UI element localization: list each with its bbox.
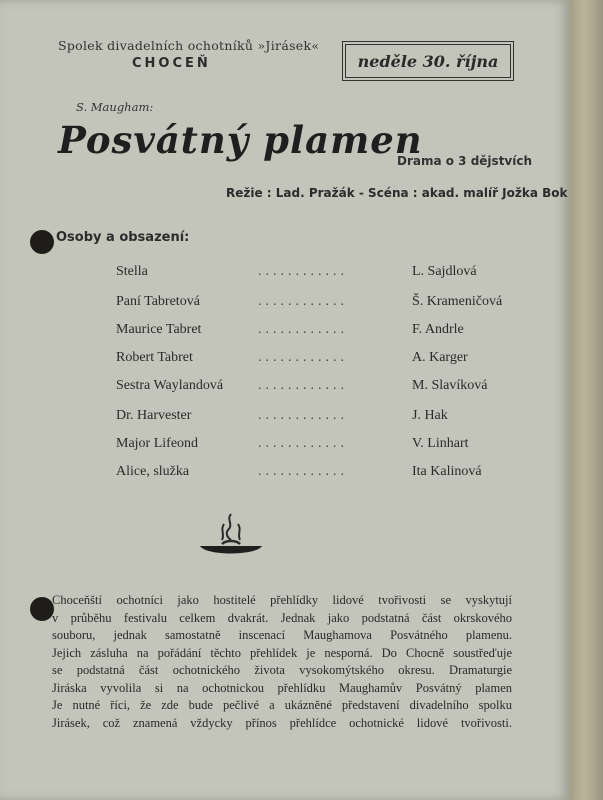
cast-role: Stella: [116, 264, 148, 279]
cast-actor: F. Andrle: [412, 322, 464, 337]
description-paragraph: [52, 592, 512, 732]
leader-dots: ............: [258, 264, 348, 279]
paragraph-line: Jirásek, což znamená vždycky přínos přehlídce ochotnické lidové tvořivosti.: [52, 715, 512, 730]
cast-actor: A. Karger: [412, 350, 468, 365]
play-genre: Drama o 3 dějstvích: [397, 154, 533, 168]
cast-actor: Š. Krameničová: [412, 294, 503, 309]
paragraph-line: souboru, jednak samostatně inscenací Maughamova Posvátného plamenu.: [52, 628, 512, 642]
town-name: CHOCEŇ: [132, 56, 211, 71]
cast-actor: V. Linhart: [412, 436, 469, 451]
paragraph-line: se podstatná část ochotnického života vysokomýtského okresu. Dramaturgie: [52, 663, 512, 677]
leader-dots: ............: [258, 408, 348, 423]
cast-role: Major Lifeond: [116, 436, 199, 451]
cast-role: Alice, služka: [116, 464, 190, 479]
flame-bowl-icon: [198, 510, 264, 560]
cast-role: Sestra Waylandová: [116, 378, 224, 393]
cast-role: Dr. Harvester: [116, 408, 192, 423]
cast-actor: J. Hak: [412, 408, 448, 423]
paragraph-line: Je nutné říci, že zde bude pečlivé a ukázněné představení divadelního spolku: [52, 698, 512, 712]
cast-role: Paní Tabretová: [116, 294, 200, 309]
credits-line: Režie : Lad. Pražák - Scéna : akad. malíř Jožka Bok: [226, 186, 568, 200]
paragraph-line: Choceňští ochotníci jako hostitelé přehlídky lidové tvořivosti se vyskytují: [52, 593, 512, 607]
date-box: neděle 30. října: [345, 44, 511, 78]
cast-actor: L. Sajdlová: [412, 264, 477, 279]
leader-dots: ............: [258, 294, 348, 309]
punch-hole-bottom: [30, 597, 54, 621]
punch-hole-top: [30, 230, 54, 254]
leader-dots: ............: [258, 378, 348, 393]
cast-actor: Ita Kalinová: [412, 464, 482, 479]
next-page-edge: [570, 0, 603, 800]
paragraph-line: Jejich zásluha na pořádání těchto přehlídek je nesporná. Do Chocně soustřeďuje: [52, 645, 512, 660]
cast-actor: M. Slavíková: [412, 378, 488, 393]
cast-heading: Osoby a obsazení:: [56, 230, 190, 245]
author-name: S. Maugham:: [76, 100, 154, 114]
society-name: Spolek divadelních ochotníků »Jirásek«: [58, 38, 320, 53]
cast-role: Robert Tabret: [116, 350, 193, 365]
paragraph-line: v průběhu festivalu celkem dvakrát. Jednak jako podstatná část okrskového: [52, 610, 512, 625]
cast-role: Maurice Tabret: [116, 322, 202, 337]
leader-dots: ............: [258, 436, 348, 451]
leader-dots: ............: [258, 350, 348, 365]
leader-dots: ............: [258, 464, 348, 479]
paragraph-line: Jiráska vyvolila si na ochotnickou přehlídku Maughamův Posvátný plamen: [52, 680, 512, 695]
play-title: Posvátný plamen: [58, 118, 423, 162]
leader-dots: ............: [258, 322, 348, 337]
